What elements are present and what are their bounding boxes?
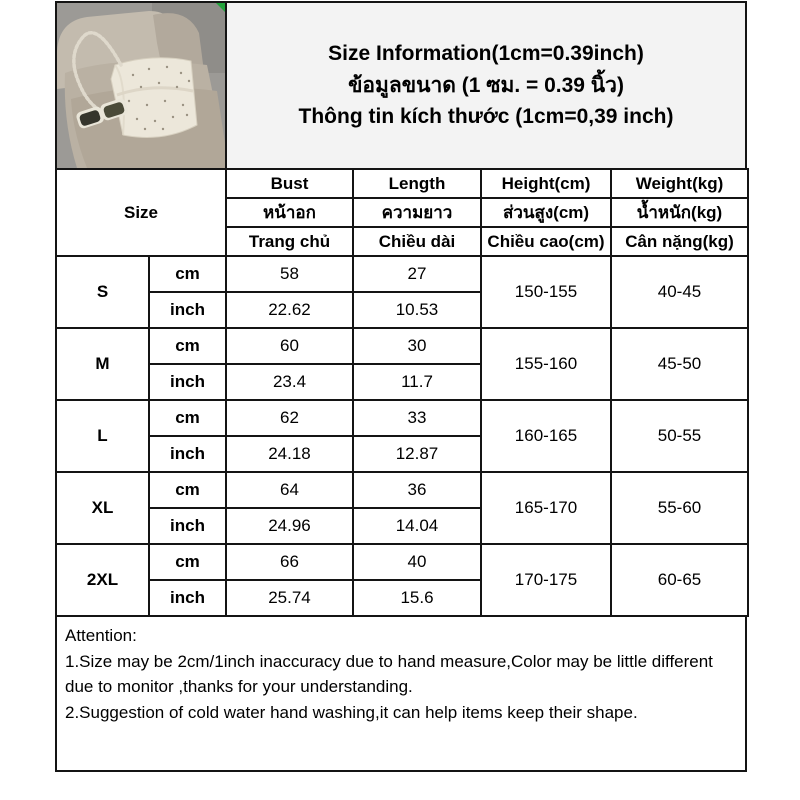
bust-cm: 66 xyxy=(226,544,353,580)
weight-range: 60-65 xyxy=(611,544,748,616)
page-title-vi: Thông tin kích thước (1cm=0,39 inch) xyxy=(298,105,674,129)
col-header-weight-en: Weight(kg) xyxy=(611,169,748,198)
length-inch: 14.04 xyxy=(353,508,481,544)
bust-cm: 58 xyxy=(226,256,353,292)
height-range: 170-175 xyxy=(481,544,611,616)
bust-inch: 23.4 xyxy=(226,364,353,400)
size-row-2xl-cm xyxy=(56,544,748,580)
unit-cm: cm xyxy=(149,400,226,436)
unit-inch: inch xyxy=(149,292,226,328)
col-header-height-th: ส่วนสูง(cm) xyxy=(481,198,611,227)
size-label: M xyxy=(56,328,149,400)
unit-cm: cm xyxy=(149,328,226,364)
size-row-m-cm xyxy=(56,328,748,364)
attention-box xyxy=(55,617,747,772)
col-header-height-en: Height(cm) xyxy=(481,169,611,198)
unit-cm: cm xyxy=(149,256,226,292)
col-header-weight-th: น้ำหนัก(kg) xyxy=(611,198,748,227)
weight-range: 45-50 xyxy=(611,328,748,400)
unit-inch: inch xyxy=(149,508,226,544)
col-header-weight-vi: Cân nặng(kg) xyxy=(611,227,748,256)
page-title-th: ข้อมูลขนาด (1 ซม. = 0.39 นิ้ว) xyxy=(348,73,624,97)
bust-inch: 24.18 xyxy=(226,436,353,472)
size-header-cell: Size xyxy=(56,169,226,256)
size-chart-sheet xyxy=(55,1,747,772)
col-header-length-vi: Chiều dài xyxy=(353,227,481,256)
col-header-height-vi: Chiều cao(cm) xyxy=(481,227,611,256)
size-table xyxy=(55,168,749,617)
size-row-xl-cm xyxy=(56,472,748,508)
length-inch: 10.53 xyxy=(353,292,481,328)
bust-cm: 60 xyxy=(226,328,353,364)
size-label: L xyxy=(56,400,149,472)
bust-inch: 25.74 xyxy=(226,580,353,616)
size-row-l-cm xyxy=(56,400,748,436)
length-cm: 36 xyxy=(353,472,481,508)
attention-heading: Attention: xyxy=(65,626,137,645)
bust-cm: 64 xyxy=(226,472,353,508)
col-header-length-en: Length xyxy=(353,169,481,198)
height-range: 160-165 xyxy=(481,400,611,472)
comment-marker-icon xyxy=(216,3,225,12)
size-row-s-cm xyxy=(56,256,748,292)
length-cm: 30 xyxy=(353,328,481,364)
header-block xyxy=(55,1,747,168)
unit-inch: inch xyxy=(149,436,226,472)
title-block xyxy=(227,3,745,168)
length-inch: 11.7 xyxy=(353,364,481,400)
height-range: 150-155 xyxy=(481,256,611,328)
size-label: XL xyxy=(56,472,149,544)
height-range: 155-160 xyxy=(481,328,611,400)
page-title-en: Size Information(1cm=0.39inch) xyxy=(328,41,644,65)
col-header-bust-vi: Trang chủ xyxy=(226,227,353,256)
size-label: 2XL xyxy=(56,544,149,616)
length-inch: 15.6 xyxy=(353,580,481,616)
size-label: S xyxy=(56,256,149,328)
bust-cm: 62 xyxy=(226,400,353,436)
attention-note-1: 1.Size may be 2cm/1inch inaccuracy due to hand measure,Color may be little different due to monitor ,thanks for your understanding. xyxy=(65,651,713,696)
weight-range: 50-55 xyxy=(611,400,748,472)
length-cm: 40 xyxy=(353,544,481,580)
product-photo xyxy=(57,3,227,168)
bust-inch: 24.96 xyxy=(226,508,353,544)
table-header-row-en xyxy=(56,169,748,198)
col-header-bust-th: หน้าอก xyxy=(226,198,353,227)
unit-inch: inch xyxy=(149,580,226,616)
bust-inch: 22.62 xyxy=(226,292,353,328)
unit-cm: cm xyxy=(149,544,226,580)
product-photo-illustration xyxy=(57,3,225,168)
height-range: 165-170 xyxy=(481,472,611,544)
length-cm: 27 xyxy=(353,256,481,292)
unit-cm: cm xyxy=(149,472,226,508)
col-header-bust-en: Bust xyxy=(226,169,353,198)
length-inch: 12.87 xyxy=(353,436,481,472)
col-header-length-th: ความยาว xyxy=(353,198,481,227)
length-cm: 33 xyxy=(353,400,481,436)
unit-inch: inch xyxy=(149,364,226,400)
weight-range: 40-45 xyxy=(611,256,748,328)
weight-range: 55-60 xyxy=(611,472,748,544)
attention-note-2: 2.Suggestion of cold water hand washing,it can help items keep their shape. xyxy=(65,702,638,722)
